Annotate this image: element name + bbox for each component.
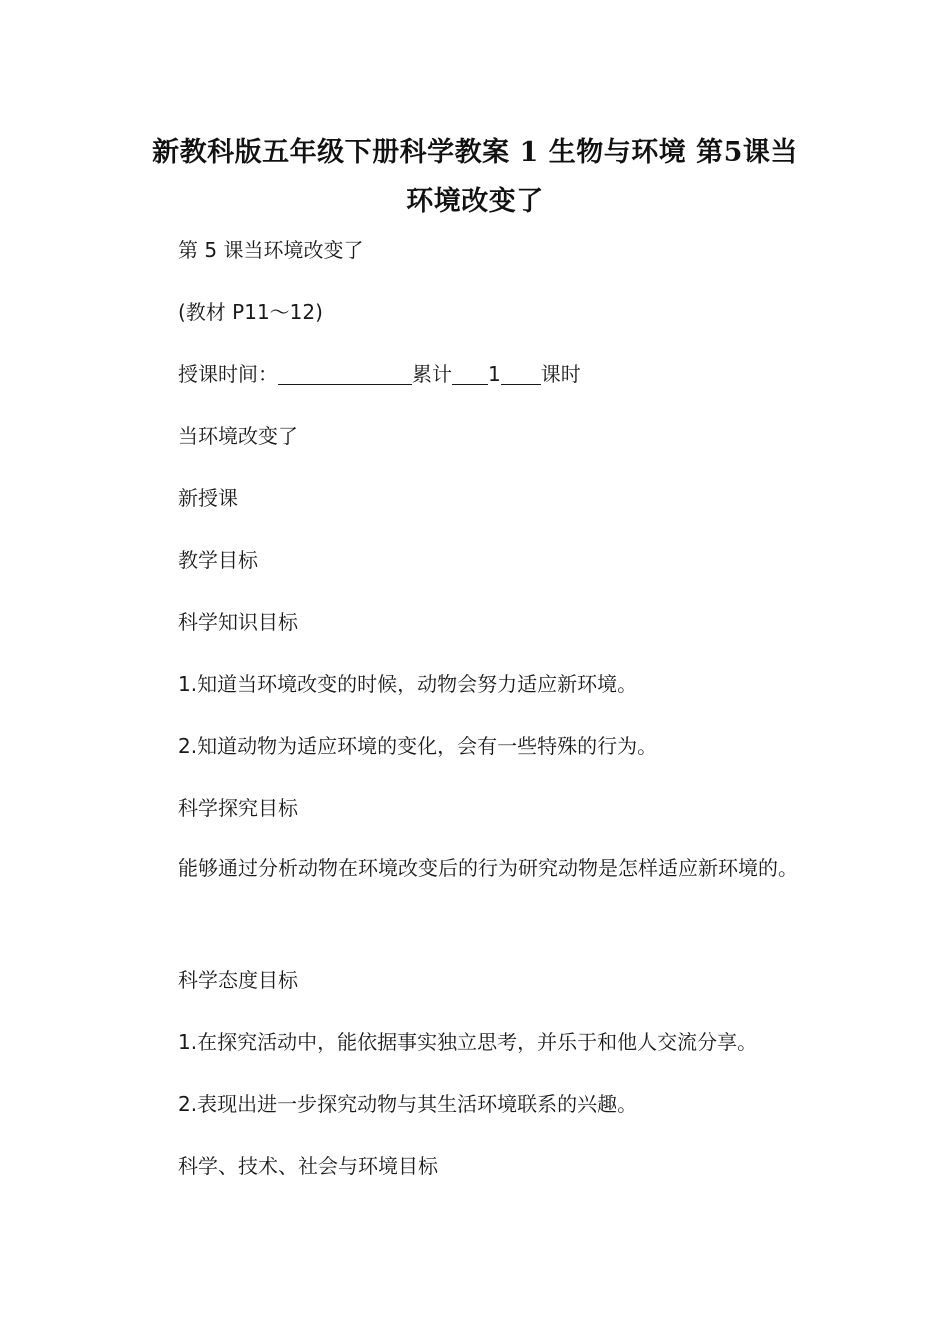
attitude-goal-1: 1.在探究活动中，能依据事实独立思考，并乐于和他人交流分享。 (178, 1030, 758, 1054)
hours-value: 1 (488, 362, 501, 386)
attitude-goal-2: 2.表现出进一步探究动物与其生活环境联系的兴趣。 (178, 1092, 638, 1116)
hours-label: 课时 (540, 362, 581, 386)
class-time-line (142, 348, 814, 400)
lesson-type: 新授课 (178, 486, 238, 510)
document-title: 新教科版五年级下册科学教案 1 生物与环境 第5课当环境改变了 (152, 137, 798, 217)
lesson-heading: 第 5 课当环境改变了 (178, 238, 364, 262)
knowledge-goal-2: 2.知道动物为适应环境的变化，会有一些特殊的行为。 (178, 734, 658, 758)
knowledge-goal-1: 1.知道当环境改变的时候，动物会努力适应新环境。 (178, 672, 638, 696)
knowledge-goals-heading: 科学知识目标 (178, 610, 298, 634)
sts-goals-heading: 科学、技术、社会与环境目标 (178, 1154, 438, 1178)
topic-line: 当环境改变了 (178, 424, 298, 448)
hours-blank-right (501, 362, 541, 385)
inquiry-goals-heading: 科学探究目标 (178, 796, 298, 820)
class-time-label: 授课时间： (178, 362, 278, 386)
hours-blank-left (452, 362, 488, 385)
attitude-goals-heading: 科学态度目标 (178, 968, 298, 992)
cumulative-label: 累计 (412, 362, 452, 386)
teaching-goals-heading: 教学目标 (178, 548, 258, 572)
class-time-blank (278, 362, 412, 385)
textbook-reference: (教材 P11～12) (178, 300, 323, 324)
inquiry-goal-1: 能够通过分析动物在环境改变后的行为研究动物是怎样适应新环境的。 (178, 856, 798, 880)
